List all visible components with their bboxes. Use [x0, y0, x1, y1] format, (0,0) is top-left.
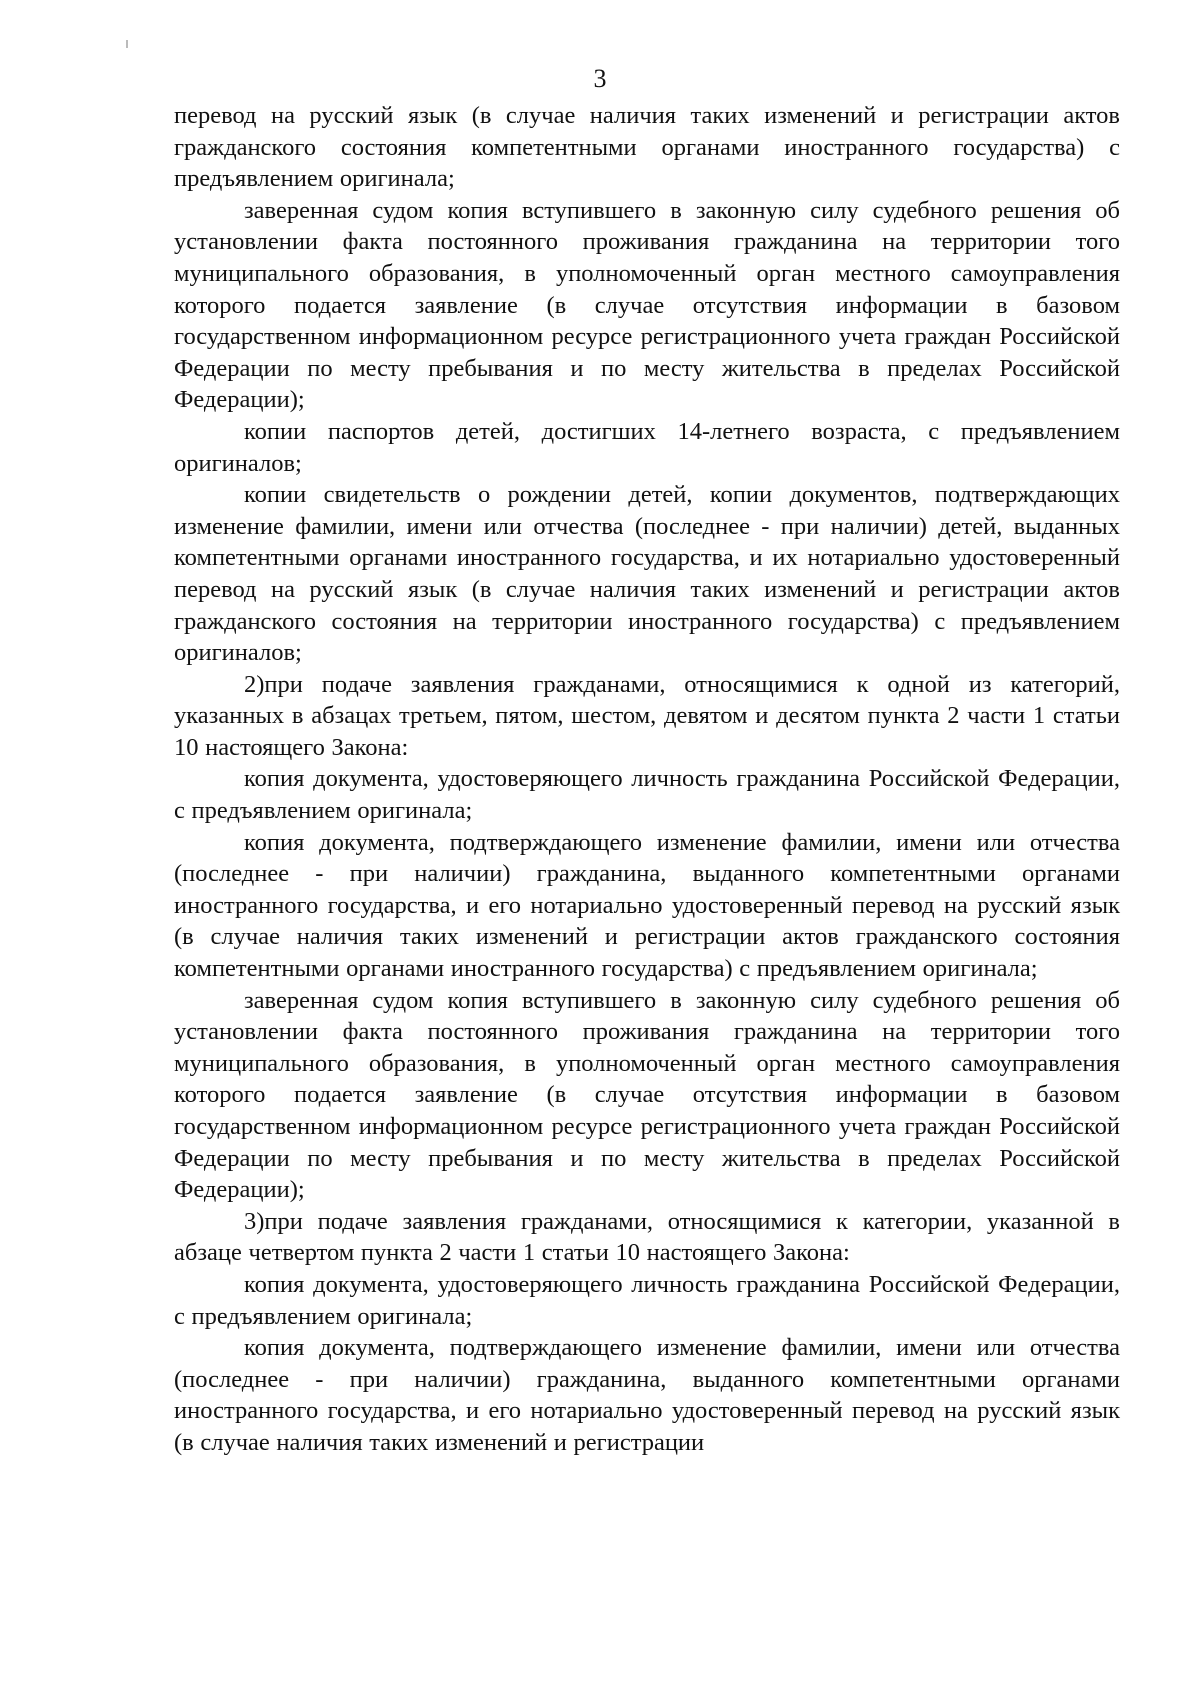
paragraph: заверенная судом копия вступившего в законную силу судебного решения об установлении факта постоянного проживания гражданина на территории того муниципального образования, в уполномоченный орган местного самоуправления которого подается заявление (в случае отсутствия информации в базовом государственном информационном ресурсе регистрационного учета граждан Российской Федерации по месту пребывания и по месту жительства в пределах Российской Федерации); [174, 986, 1120, 1204]
paragraph: копия документа, подтверждающего изменение фамилии, имени или отчества (последнее - при наличии) гражданина, выданного компетентными органами иностранного государства, и его нотариально удостоверенный перевод на русский язык (в случае наличия таких изменений и регистрации актов гражданского состояния компетентными органами иностранного государства) с предъявлением оригинала; [174, 828, 1120, 983]
paragraph: заверенная судом копия вступившего в законную силу судебного решения об установлении факта постоянного проживания гражданина на территории того муниципального образования, в уполномоченный орган местного самоуправления которого подается заявление (в случае отсутствия информации в базовом государственном информационном ресурсе регистрационного учета граждан Российской Федерации по месту пребывания и по месту жительства в пределах Российской Федерации); [174, 196, 1120, 414]
paragraph-continuation: перевод на русский язык (в случае наличия таких изменений и регистрации актов гражданского состояния компетентными органами иностранного государства) с предъявлением оригинала; [174, 102, 1120, 193]
paragraph: копия документа, подтверждающего изменение фамилии, имени или отчества (последнее - при наличии) гражданина, выданного компетентными органами иностранного государства, и его нотариально удостоверенный перевод на русский язык (в случае наличия таких изменений и регистрации [174, 1334, 1120, 1456]
page-number: 3 [593, 64, 607, 93]
document-body [174, 100, 1120, 1459]
paragraph-item-3: 3)при подаче заявления гражданами, относящимися к категории, указанной в абзаце четвертом пункта 2 части 1 статьи 10 настоящего Закона: [174, 1207, 1120, 1267]
scan-mark [126, 40, 128, 48]
paragraph: копия документа, удостоверяющего личность гражданина Российской Федерации, с предъявлением оригинала; [174, 765, 1120, 825]
paragraph: копии паспортов детей, достигших 14-летнего возраста, с предъявлением оригиналов; [174, 417, 1120, 477]
paragraph: копии свидетельств о рождении детей, копии документов, подтверждающих изменение фамилии, имени или отчества (последнее - при наличии) детей, выданных компетентными органами иностранного государства, и их нотариально удостоверенный перевод на русский язык (в случае наличия таких изменений и регистрации актов гражданского состояния на территории иностранного государства) с предъявлением оригиналов; [174, 481, 1120, 667]
paragraph-item-2: 2)при подаче заявления гражданами, относящимися к одной из категорий, указанных в абзацах третьем, пятом, шестом, девятом и десятом пункта 2 части 1 статьи 10 настоящего Закона: [174, 670, 1120, 761]
paragraph: копия документа, удостоверяющего личность гражданина Российской Федерации, с предъявлением оригинала; [174, 1270, 1120, 1330]
